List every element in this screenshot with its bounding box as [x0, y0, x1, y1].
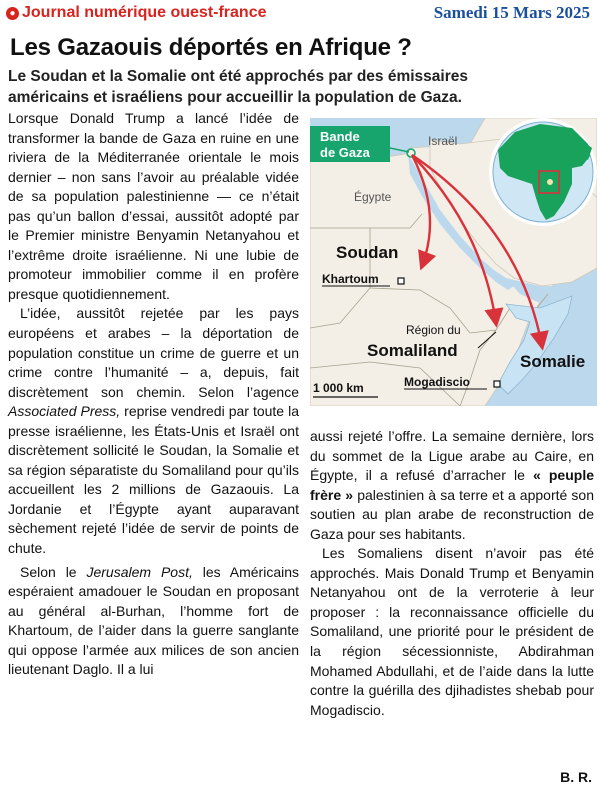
label-somaliland: Somaliland [367, 341, 458, 360]
article-column-1 [8, 109, 299, 680]
standfirst-line-1: Le Soudan et la Somalie ont été approchés par des émissaires [8, 68, 468, 85]
brand-logo-icon: ● [6, 7, 19, 20]
paragraph-4-text-b: palestinien à sa terre et a apporté son soutien au plan arabe de reconstruction de Gaza pour ses habitants. [310, 486, 594, 542]
label-egypt: Égypte [354, 190, 392, 204]
label-sudan: Soudan [336, 243, 399, 262]
map-svg [310, 118, 597, 406]
paragraph-1: Lorsque Donald Trump a lancé l’idée de transformer la bande de Gaza en ruine en une riviera de la Méditerranée orientale le mois dernier – non sans l’avoir au préalable vidée de sa population palestinienne — ce n’était pas qu’un ballon d’essai, aussitôt adopté par le Premier ministre Benyamin Netanyahou et l’extrême droite israélienne. Ni une lubie de promoteur immobilier comme il en profère presque quotidiennement. [8, 110, 299, 302]
brand-name: Journal numérique ouest-france [22, 4, 267, 21]
label-israel: Israël [428, 134, 458, 148]
gaza-label-line-2: de Gaza [320, 145, 370, 160]
standfirst-line-2: américains et israéliens pour accueillir la population de Gaza. [8, 89, 462, 106]
publication-date: Samedi 15 Mars 2025 [433, 3, 590, 22]
paragraph-2 [8, 304, 299, 558]
label-somalia: Somalie [520, 352, 586, 371]
label-khartoum: Khartoum [322, 272, 379, 286]
paragraph-4-quote: « peuple frère » [310, 467, 594, 503]
article-column-2 [310, 427, 594, 720]
paragraph-3 [8, 563, 299, 680]
scale-label: 1 000 km [313, 381, 364, 395]
paragraph-5: Les Somaliens disent n’avoir pas été approchés. Mais Donald Trump et Benyamin Netanyahou ont de la verroterie à leur proposer : la reconnaissance officielle du Somaliland, une priorité pour le président de la région sécessionniste, Abdirahman Mohamed Abdullahi, et de l’aide dans la lutte contre la guérilla des djihadistes shebab pour Mogadiscio. [310, 545, 594, 718]
map-figure [310, 118, 597, 406]
mogadishu-marker [494, 381, 500, 387]
headline: Les Gazaouis déportés en Afrique ? [10, 34, 412, 61]
brand [6, 4, 267, 22]
inset-globe [489, 118, 597, 226]
paragraph-3-text-b: les Américains espéraient amadouer le Soudan en proposant au général al-Burhan, l’homme fort de Khartoum, de l’aider dans la guerre sanglante qui oppose l’armée aux milices de son ancien lieutenant Daglo. Il a lui [8, 563, 299, 678]
globe-highlight-dot [547, 179, 553, 185]
paragraph-2-source: Associated Press, [8, 403, 121, 420]
standfirst [8, 66, 596, 108]
paragraph-3-text-a: Selon le [20, 563, 87, 580]
masthead [4, 2, 596, 26]
paragraph-4-text-a: aussi rejeté l’offre. La semaine dernière, lors du sommet de la Ligue arabe au Caire, en Égypte, il a refusé d’arracher le [310, 428, 594, 484]
author-signature: B. R. [560, 769, 592, 785]
paragraph-2-text-b: reprise vendredi par toute la presse israélienne, les États-Unis et Israël ont discrètement sollicité le Soudan, la Somalie et sa région séparatiste du Somaliland pour qu’ils accueillent les 2 millions de Gazaouis. La Jordanie et l’Égypte ayant auparavant sèchement rejeté l’idée de servir de points de chute. [8, 403, 299, 557]
khartoum-marker [398, 278, 404, 284]
paragraph-2-text-a: L’idée, aussitôt rejetée par les pays européens et arabes – la déportation de population constitue un crime de guerre et un crime contre l’humanité – a, depuis, fait discrètement son chemin. Selon l’agence [8, 305, 299, 400]
paragraph-4 [310, 427, 594, 544]
label-mogadishu: Mogadiscio [404, 375, 471, 389]
label-region: Région du [406, 323, 461, 337]
paragraph-3-source: Jerusalem Post, [86, 563, 193, 580]
gaza-label-line-1: Bande [320, 129, 360, 144]
